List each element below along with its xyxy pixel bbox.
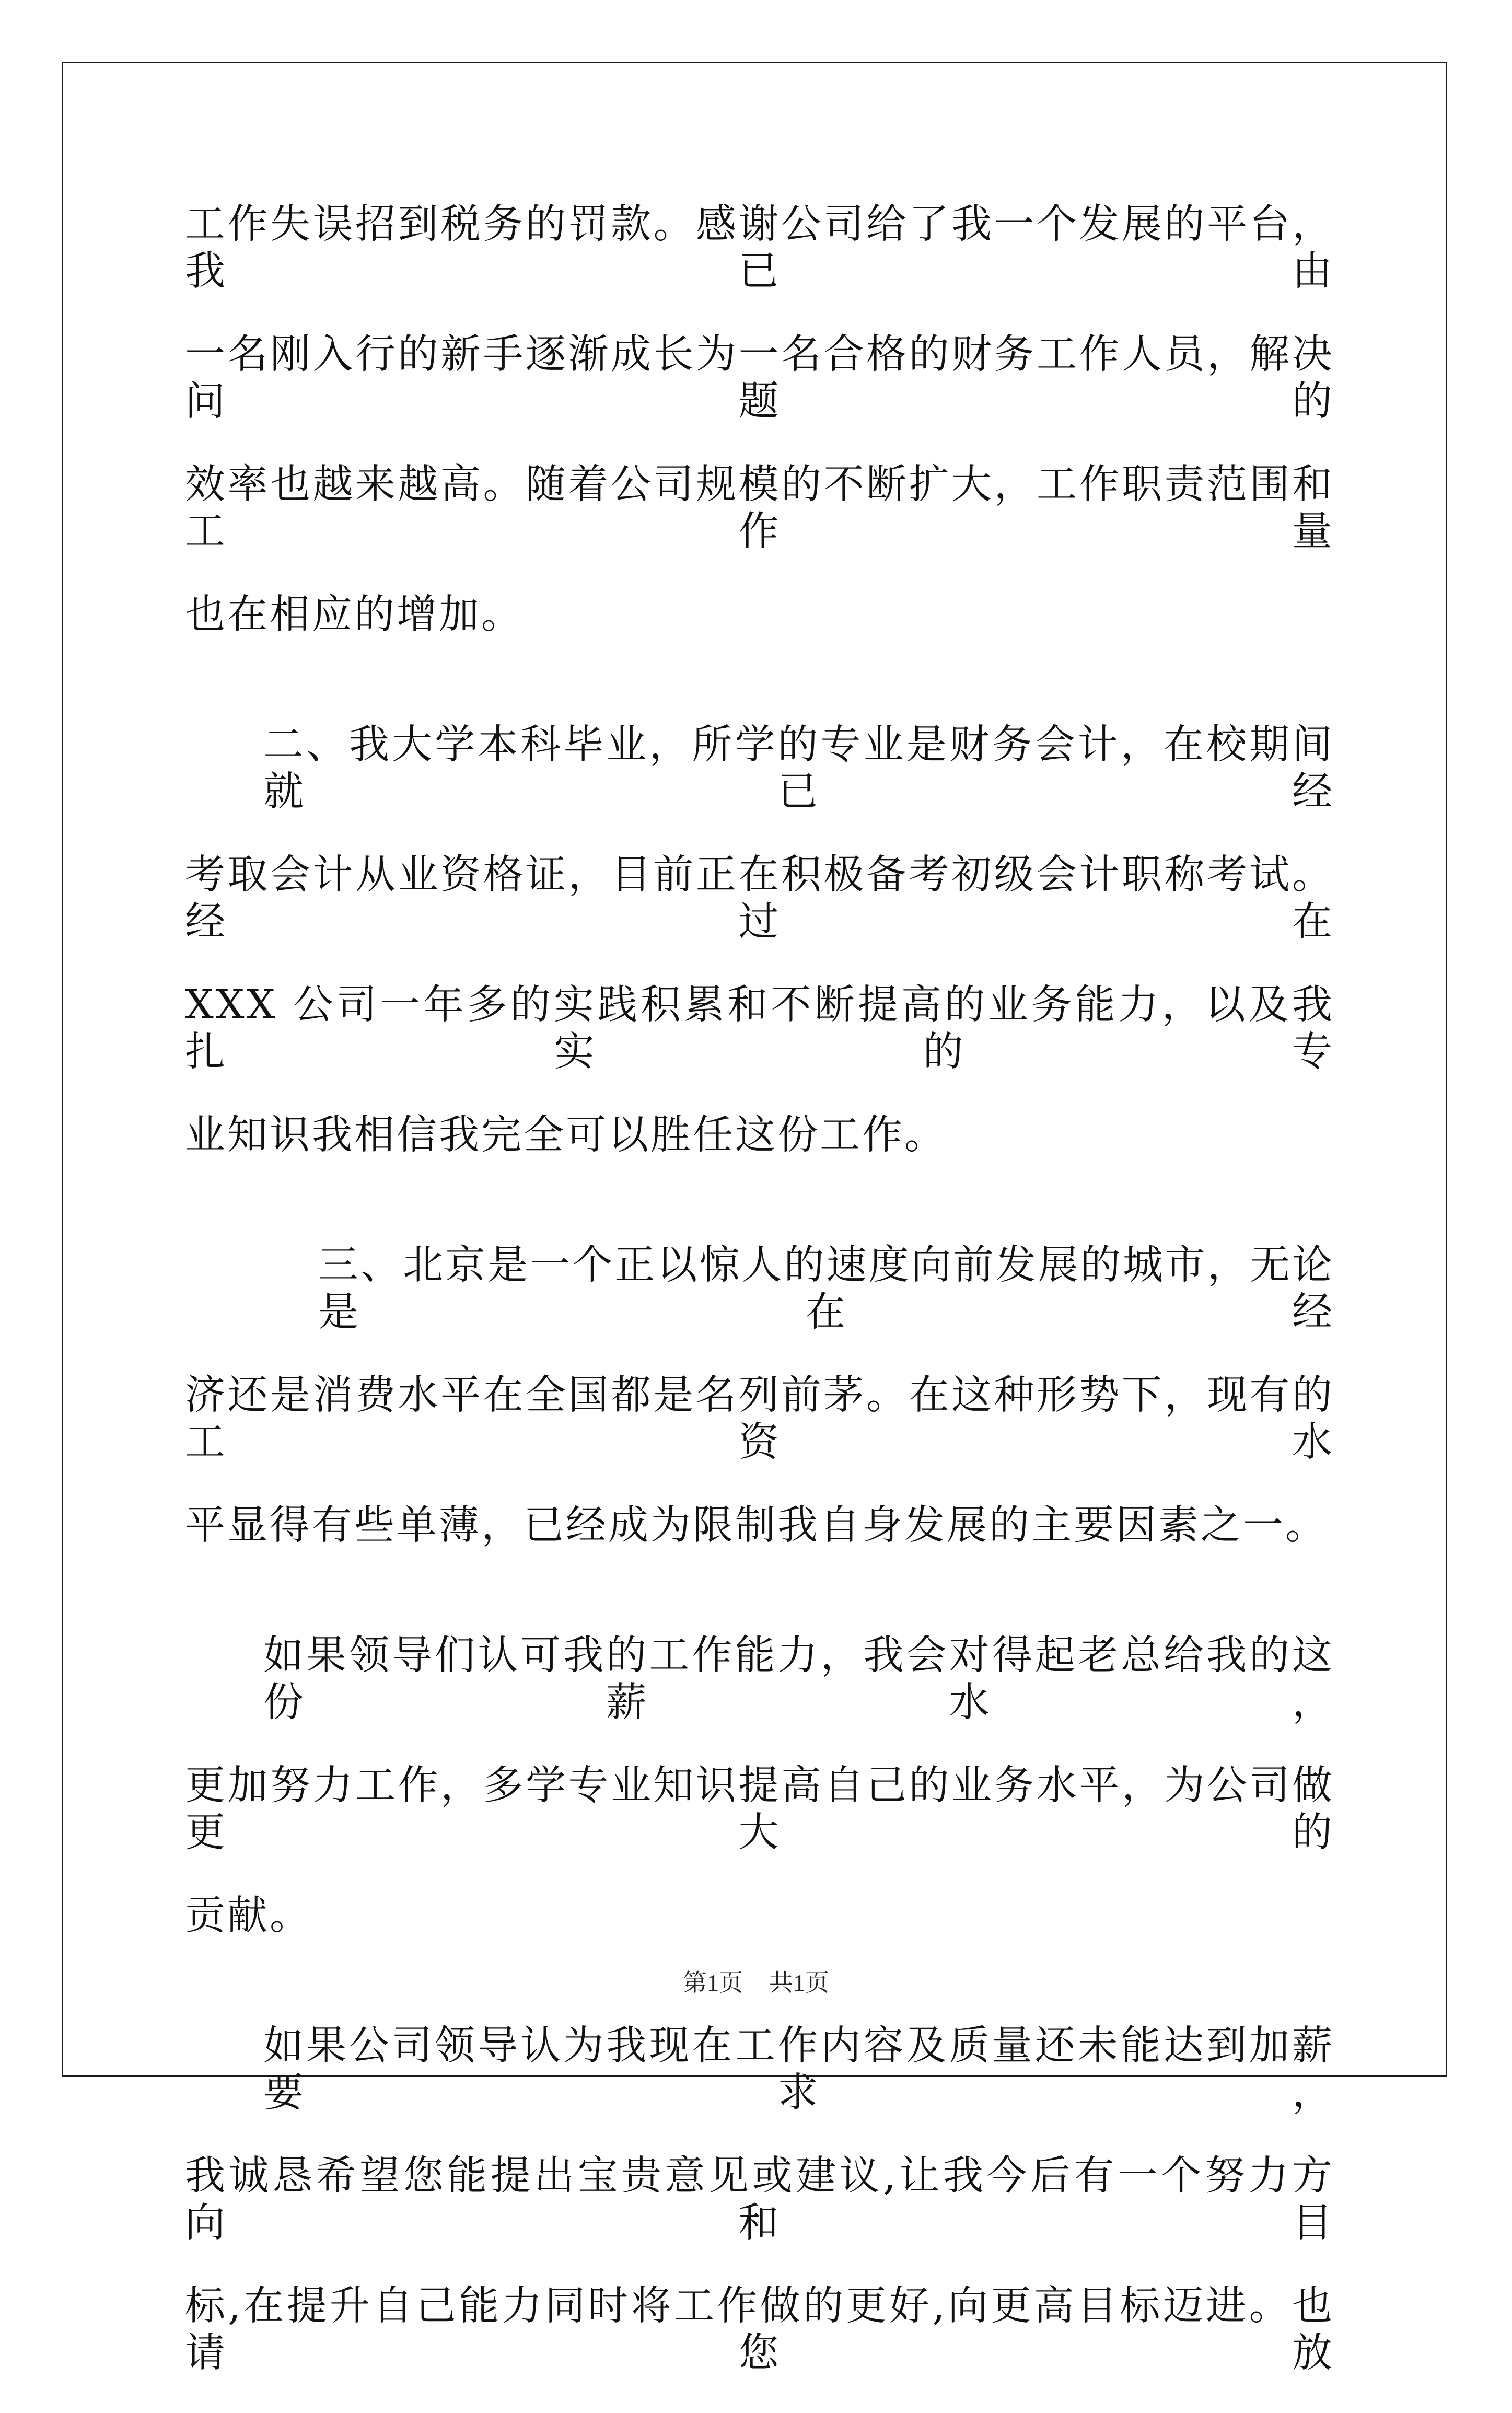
text-line: 一名刚入行的新手逐渐成长为一名合格的财务工作人员，解决问题的 <box>185 331 1334 425</box>
text-line: 工作失误招到税务的罚款。感谢公司给了我一个发展的平台，我已由 <box>185 201 1334 295</box>
text-line: 平显得有些单薄，已经成为限制我自身发展的主要因素之一。 <box>185 1502 1328 1549</box>
paragraph-3-start: 三、北京是一个正以惊人的速度向前发展的城市，无论是在经 <box>318 1242 1334 1336</box>
text-line: 也在相应的增加。 <box>185 591 524 638</box>
text-line: 效率也越来越高。随着公司规模的不断扩大，工作职责范围和工作量 <box>185 461 1334 555</box>
page-total: 共1页 <box>769 1969 829 1996</box>
text-line: 标,在提升自己能力同时将工作做的更好,向更高目标迈进。也请您放 <box>185 2283 1334 2376</box>
document-body <box>185 201 1334 2413</box>
text-line: 济还是消费水平在全国都是名列前茅。在这种形势下，现有的工资水 <box>185 1372 1334 1466</box>
text-line: 我诚恳希望您能提出宝贵意见或建议,让我今后有一个努力方向和目 <box>185 2153 1334 2246</box>
text-line: 考取会计从业资格证，目前正在积极备考初级会计职称考试。经过在 <box>185 852 1334 945</box>
paragraph-5-start: 如果公司领导认为我现在工作内容及质量还未能达到加薪要求， <box>263 2023 1334 2116</box>
text-line: 更加努力工作，多学专业知识提高自己的业务水平，为公司做更大的 <box>185 1762 1334 1856</box>
page-footer <box>0 1970 1512 1996</box>
paragraph-4-start: 如果领导们认可我的工作能力，我会对得起老总给我的这份薪水， <box>263 1632 1334 1726</box>
paragraph-2-start: 二、我大学本科毕业，所学的专业是财务会计，在校期间就已经 <box>263 722 1334 815</box>
text-line: 贡献。 <box>185 1893 312 1939</box>
text-line: XXX 公司一年多的实践积累和不断提高的业务能力，以及我扎实的专 <box>185 982 1334 1075</box>
text-line: 业知识我相信我完全可以胜任这份工作。 <box>185 1112 947 1158</box>
page-number: 第1页 <box>683 1969 743 1996</box>
